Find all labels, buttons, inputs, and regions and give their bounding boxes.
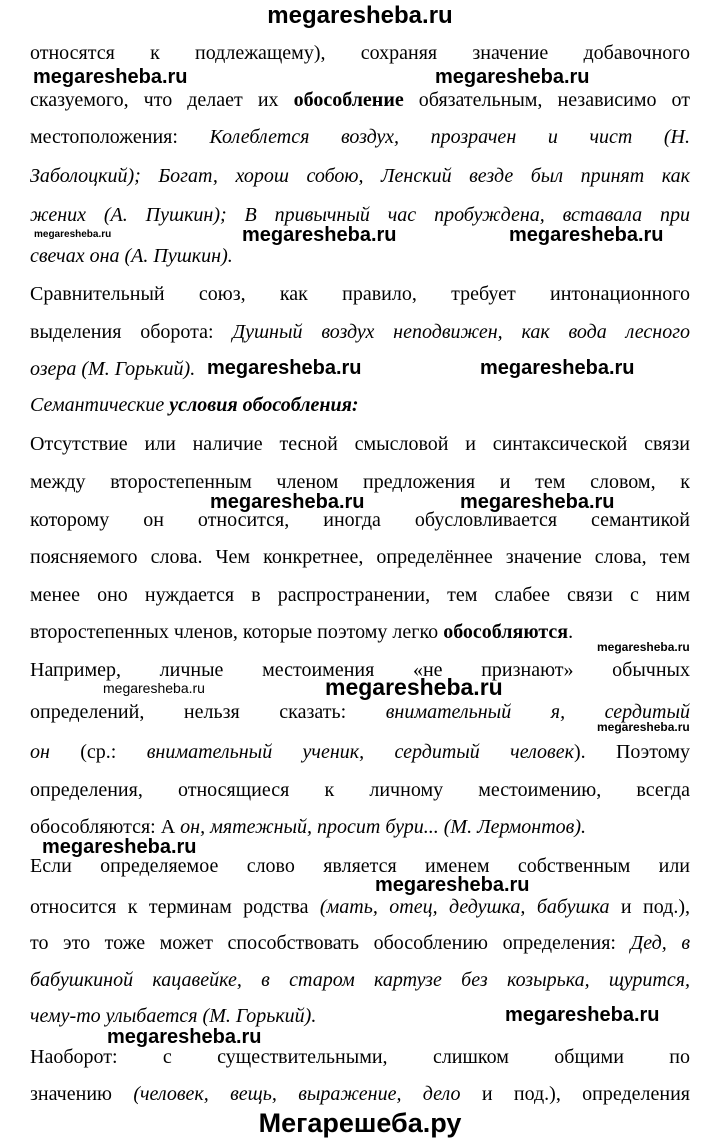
text-segment-italic: озера (М. Горький). [30,358,196,380]
text-segment: обязательным, независимо от [403,89,690,111]
header-watermark: megaresheba.ru [267,2,453,29]
text-line [30,1044,690,1070]
text-segment-italic: (мать, отец, дедушка, бабушка [319,896,610,918]
text-segment: и под.), определения [460,1083,691,1105]
watermark: megaresheba.ru [242,224,397,246]
watermark: megaresheba.ru [325,674,503,700]
text-segment: (ср.: [49,741,147,763]
text-segment: относятся к подлежащему), сохраняя значение добавочного [30,42,690,64]
watermark: megaresheba.ru [460,491,615,513]
text-segment-italic: Колеблется воздух, прозрачен и чист (Н. [209,126,691,148]
text-segment: между второстепенным членом предложения и тем словом, к [30,471,690,493]
text-segment: менее оно нуждается в распространении, тем слабее связи с ним [30,584,690,606]
text-segment: которому он относится, иногда обусловливается семантикой [30,509,690,531]
text-segment: и под.), [609,896,691,918]
text-line [30,967,690,993]
text-segment: ). Поэтому [573,741,691,763]
text-segment: Наоборот: с существительными, слишком общими по [30,1046,690,1068]
watermark: megaresheba.ru [597,720,690,734]
text-segment-italic: Дед, в [630,932,690,954]
text-segment: обособляются: А [30,816,181,838]
watermark: megaresheba.ru [207,357,362,379]
text-segment-italic: внимательный ученик, сердитый человек [146,741,574,763]
footer-brand: Мегарешеба.ру [258,1108,462,1138]
text-segment-italic: чему-то улыбается (М. Горький). [30,1005,317,1027]
text-line [30,544,690,570]
text-line [30,431,690,457]
text-segment: . [568,621,574,643]
text-segment-italic: (человек, вещь, выражение, дело [133,1083,461,1105]
text-segment: определения, относящиеся к личному местоимению, всегда [30,779,690,801]
text-segment-bold: обособление [293,89,404,111]
watermark: megaresheba.ru [597,640,690,654]
watermark: megaresheba.ru [33,66,188,88]
watermark: megaresheba.ru [210,491,365,513]
text-segment: Отсутствие или наличие тесной смысловой и синтаксической связи [30,433,690,455]
text-segment-italic: свечах она (А. Пушкин). [30,245,233,267]
text-line [30,392,690,418]
text-segment-italic: Душный воздух неподвижен, как вода лесного [232,321,691,343]
text-segment: местоположения: [30,126,210,148]
text-segment: выделения оборота: [30,321,233,343]
watermark: megaresheba.ru [375,874,530,896]
watermark: megaresheba.ru [509,224,664,246]
watermark: megaresheba.ru [34,229,112,240]
text-segment-italic: Заболоцкий); Богат, хорош собою, Ленский везде был принят как [30,165,690,187]
text-segment: значению [30,1083,134,1105]
text-line [30,699,690,725]
text-line [30,930,690,956]
text-segment-italic: бабушкиной кацавейке, в старом картузе без козырька, щурится, [30,969,690,991]
text-segment: второстепенных членов, которые поэтому легко [30,621,444,643]
text-line [30,243,690,269]
text-line [30,124,690,150]
watermark: megaresheba.ru [42,836,197,858]
watermark: megaresheba.ru [107,1026,262,1048]
text-segment-bold-italic: условия обособления: [169,394,359,416]
text-line [30,507,690,533]
text-segment-italic: он, мятежный, просит бури... (М. Лермонтов). [180,816,586,838]
text-segment-bold: обособляются [443,621,569,643]
text-segment: Сравнительный союз, как правило, требует интонационного [30,283,690,305]
text-segment: относится к терминам родства [30,896,320,918]
watermark: megaresheba.ru [103,680,205,696]
text-segment-italic: Семантические [30,394,170,416]
text-line [30,319,690,345]
text-line [30,163,690,189]
text-segment: то это тоже может способствовать обособлению определения: [30,932,631,954]
text-line [30,853,690,879]
text-line [30,777,690,803]
text-line [30,281,690,307]
watermark: megaresheba.ru [480,357,635,379]
watermark: megaresheba.ru [505,1004,660,1026]
text-line [30,40,690,66]
text-segment: сказуемого, что делает их [30,89,294,111]
text-segment: Если определяемое слово является именем собственным или [30,855,690,877]
text-line [30,87,690,113]
text-line [30,894,690,920]
text-segment: поясняемого слова. Чем конкретнее, определённее значение слова, тем [30,546,690,568]
text-line [30,1081,690,1107]
text-segment: определений, нельзя сказать: [30,701,386,723]
text-segment-italic: внимательный я, сердитый [385,701,690,723]
text-line [30,619,690,645]
text-segment: Например, личные местоимения «не признают» обычных [30,659,690,681]
text-line [30,739,690,765]
text-segment-italic: он [30,741,50,763]
watermark: megaresheba.ru [435,66,590,88]
text-line [30,582,690,608]
text-segment-italic: жених (А. Пушкин); В привычный час пробуждена, вставала при [30,204,690,226]
